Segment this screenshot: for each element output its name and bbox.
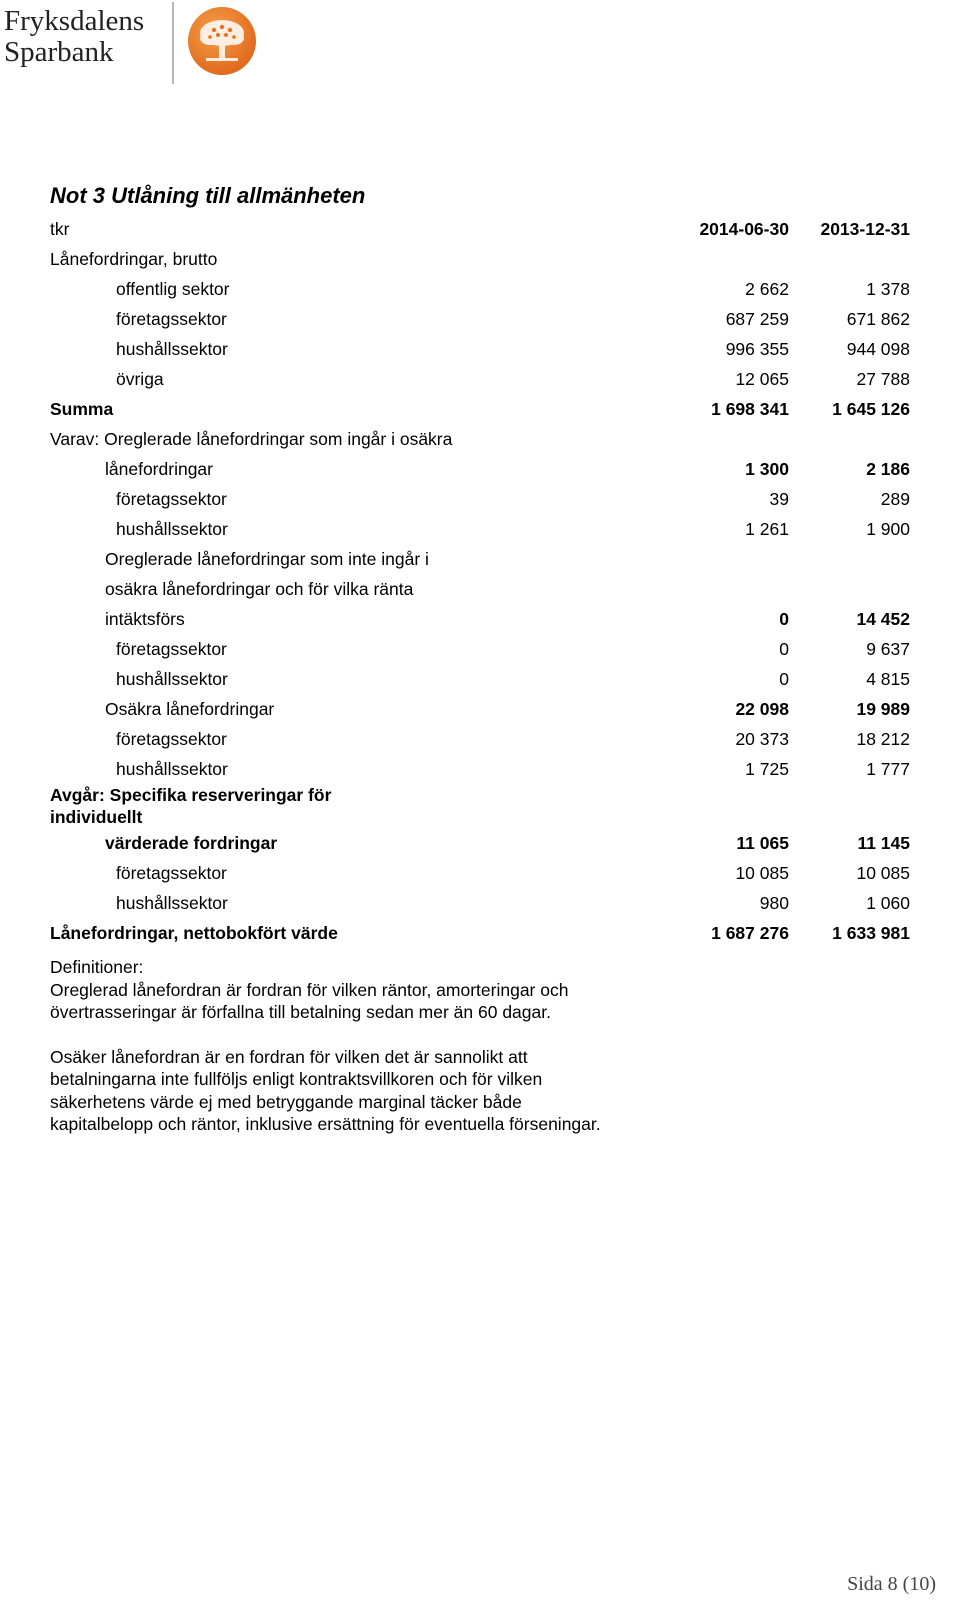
row-value-2014: 0 [779, 608, 789, 629]
page-number: Sida 8 (10) [847, 1573, 936, 1595]
row-value-2013: 944 098 [846, 338, 910, 359]
row-label: osäkra lånefordringar och för vilka ränta [105, 578, 414, 599]
row-value-2014: 20 373 [735, 728, 789, 749]
row-value-2013: 1 777 [866, 758, 910, 779]
row-value-2013: 1 633 981 [832, 922, 910, 943]
row-value-2013: 11 145 [857, 832, 910, 853]
header-divider [172, 2, 174, 84]
table-row [50, 784, 910, 828]
row-value-2014: 10 085 [735, 862, 789, 883]
row-value-2014: 1 725 [745, 758, 789, 779]
table-row [50, 304, 910, 334]
unit-label: tkr [50, 218, 70, 239]
row-value-2013: 14 452 [856, 608, 910, 629]
row-value-2014: 0 [779, 668, 789, 689]
row-label: Avgår: Specifika reserveringar för individuellt [50, 785, 332, 827]
row-label: Summa [50, 398, 114, 419]
row-label: företagssektor [116, 488, 227, 509]
table-header-row [50, 214, 910, 244]
row-value-2013: 18 212 [856, 728, 910, 749]
row-value-2013: 4 815 [866, 668, 910, 689]
row-value-2014: 1 698 341 [711, 398, 789, 419]
table-row [50, 694, 910, 724]
oak-tree-icon [186, 5, 258, 77]
row-value-2014: 1 687 276 [711, 922, 789, 943]
row-label: Osäkra lånefordringar [105, 698, 275, 719]
table-row [50, 828, 910, 858]
page-header [0, 0, 960, 90]
row-label: hushållssektor [116, 668, 228, 689]
row-value-2013: 10 085 [856, 862, 910, 883]
row-value-2013: 27 788 [856, 368, 910, 389]
table-row [50, 334, 910, 364]
table-row [50, 574, 910, 604]
bank-name-line1: Fryksdalens [4, 5, 145, 37]
row-label: företagssektor [116, 728, 227, 749]
table-row [50, 454, 910, 484]
row-label: Lånefordringar, nettobokfört värde [50, 922, 338, 943]
table-row [50, 274, 910, 304]
row-value-2014: 11 065 [736, 832, 789, 853]
row-value-2013: 671 862 [846, 308, 910, 329]
table-row [50, 604, 910, 634]
row-value-2014: 687 259 [725, 308, 789, 329]
row-value-2013: 19 989 [856, 698, 910, 719]
row-label: hushållssektor [116, 892, 228, 913]
table-row [50, 858, 910, 888]
table-row [50, 244, 910, 274]
row-label: offentlig sektor [116, 278, 230, 299]
row-label: övriga [116, 368, 164, 389]
row-value-2014: 22 098 [735, 698, 789, 719]
bank-name [4, 6, 144, 68]
row-value-2013 [789, 784, 910, 828]
net-total-row [50, 918, 910, 948]
row-value-2013: 1 060 [866, 892, 910, 913]
row-label: Lånefordringar, brutto [50, 248, 218, 269]
definition-oreglerad: Oreglerad lånefordran är fordran för vilken räntor, amorteringar och övertrasseringar är förfallna till betalning sedan mer än 60 dagar. [50, 979, 569, 1022]
row-value-2014 [650, 244, 789, 274]
row-value-2014: 1 261 [745, 518, 789, 539]
summa-row [50, 394, 910, 424]
definition-osaker: Osäker lånefordran är en fordran för vilken det är sannolikt att betalningarna inte fullföljs enligt kontraktsvillkoren och för vilken säkerhetens värde ej med betryggande marginal täcker både kapitalbelopp och räntor, inklusive ersättning för eventuella förseningar. [50, 1046, 601, 1134]
row-label: värderade fordringar [105, 832, 278, 853]
column-header-2013: 2013-12-31 [820, 218, 910, 239]
row-label: hushållssektor [116, 758, 228, 779]
table-row [50, 544, 910, 574]
table-row [50, 634, 910, 664]
row-label: hushållssektor [116, 338, 228, 359]
row-value-2013 [789, 424, 910, 454]
row-value-2013 [789, 244, 910, 274]
row-value-2014: 0 [779, 638, 789, 659]
definitions [50, 956, 615, 1136]
row-value-2014: 12 065 [735, 368, 789, 389]
row-value-2014: 1 300 [745, 458, 789, 479]
row-value-2013: 289 [880, 488, 910, 509]
note-title: Not 3 Utlåning till allmänheten [50, 183, 366, 208]
table-row [50, 724, 910, 754]
row-value-2013 [789, 574, 910, 604]
table-row [50, 424, 910, 454]
row-label: lånefordringar [105, 458, 213, 479]
row-label: intäktsförs [105, 608, 185, 629]
table-row [50, 514, 910, 544]
row-value-2014 [650, 544, 789, 574]
row-label: företagssektor [116, 308, 227, 329]
row-label: företagssektor [116, 862, 227, 883]
row-value-2014: 39 [769, 488, 789, 509]
row-value-2014: 996 355 [725, 338, 789, 359]
table-row [50, 754, 910, 784]
row-value-2013: 1 645 126 [832, 398, 910, 419]
row-value-2014 [650, 574, 789, 604]
row-value-2013: 9 637 [866, 638, 910, 659]
table-row [50, 484, 910, 514]
row-label: företagssektor [116, 638, 227, 659]
row-value-2013: 1 378 [866, 278, 910, 299]
table-row [50, 888, 910, 918]
row-label: Oreglerade lånefordringar som inte ingår i [105, 548, 429, 569]
row-value-2014 [650, 784, 789, 828]
row-label: hushållssektor [116, 518, 228, 539]
row-value-2013: 1 900 [866, 518, 910, 539]
definitions-heading: Definitioner: [50, 957, 144, 977]
row-value-2014: 2 662 [745, 278, 789, 299]
column-header-2014: 2014-06-30 [699, 218, 789, 239]
row-value-2013: 2 186 [866, 458, 910, 479]
table-row [50, 664, 910, 694]
row-value-2014: 980 [759, 892, 789, 913]
row-value-2013 [789, 544, 910, 574]
row-label: Varav: Oreglerade lånefordringar som ingår i osäkra [50, 428, 453, 449]
loan-table [50, 214, 910, 948]
row-value-2014 [650, 424, 789, 454]
table-row [50, 364, 910, 394]
bank-name-line2: Sparbank [4, 36, 114, 68]
